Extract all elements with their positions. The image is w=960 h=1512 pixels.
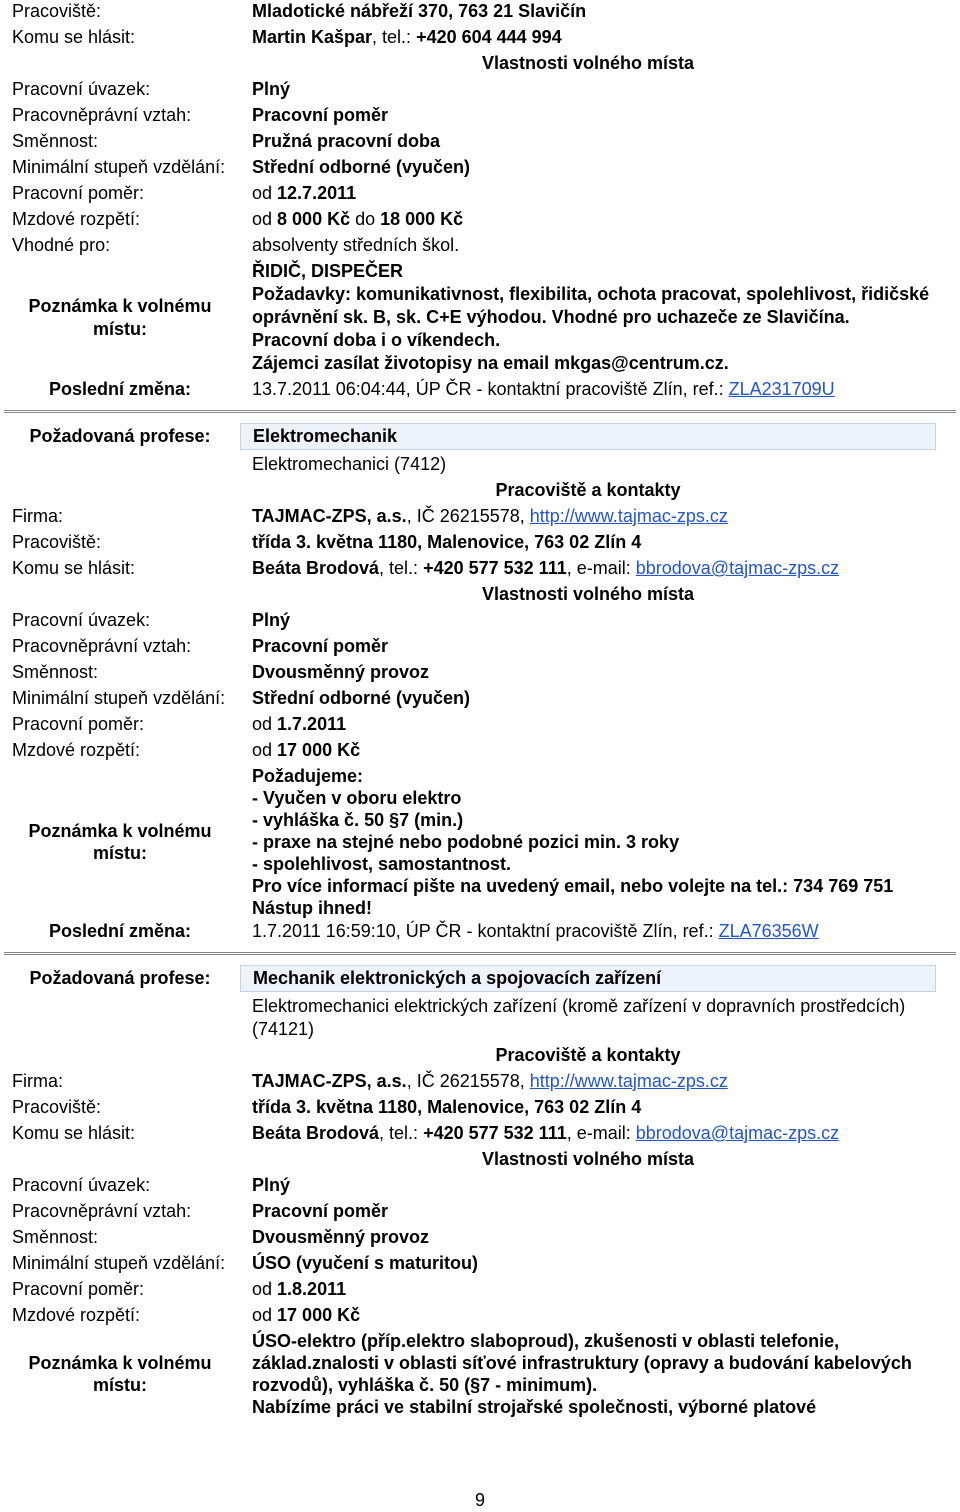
employment-type-label: Pracovněprávní vztah: <box>12 1201 192 1221</box>
education-label: Minimální stupeň vzdělání: <box>12 1253 226 1273</box>
section-heading-properties: Vlastnosti volného místa <box>481 1149 695 1169</box>
profession-code-row <box>0 453 960 479</box>
shift-value: Dvousměnný provoz <box>252 1227 430 1247</box>
company-label: Firma: <box>12 506 63 526</box>
profession-row <box>0 965 960 995</box>
section-heading-contacts: Pracoviště a kontakty <box>495 1045 681 1065</box>
education-label: Minimální stupeň vzdělání: <box>12 688 226 708</box>
education-value: Střední odborné (vyučen) <box>252 157 471 177</box>
salary-from-prefix: od <box>252 209 278 229</box>
note-label: Poznámka k volnému místu: <box>28 295 212 339</box>
contact-label: Komu se hlásit: <box>12 27 136 47</box>
education-row <box>0 1252 960 1278</box>
education-row <box>0 687 960 713</box>
contact-mail-prefix: , e-mail: <box>566 1123 636 1143</box>
note-line: Nástup ihned! <box>252 898 372 918</box>
education-value: ÚSO (vyučení s maturitou) <box>252 1253 479 1273</box>
contact-phone: +420 577 532 111 <box>423 558 567 578</box>
section-heading-contacts: Pracoviště a kontakty <box>495 480 681 500</box>
start-date-value <box>240 182 960 205</box>
employment-type-value: Pracovní poměr <box>252 636 389 656</box>
salary-to-prefix: do <box>350 209 381 229</box>
workload-row <box>0 1174 960 1200</box>
suitable-for-label: Vhodné pro: <box>12 235 111 255</box>
note-label: Poznámka k volnému místu: <box>28 821 212 863</box>
workload-row <box>0 609 960 635</box>
company-name: TAJMAC-ZPS, a.s. <box>252 506 407 526</box>
employment-type-row <box>0 104 960 130</box>
note-line: Zájemci zasílat životopisy na email mkgas@centrum.cz. <box>252 353 729 373</box>
listing-divider <box>4 952 956 955</box>
last-change-label: Poslední změna: <box>48 921 192 941</box>
start-date: 12.7.2011 <box>277 183 357 203</box>
last-change-value <box>240 378 960 401</box>
profession-row <box>0 423 960 453</box>
employment-type-label: Pracovněprávní vztah: <box>12 636 192 656</box>
workplace-label: Pracoviště: <box>12 1 102 21</box>
note-value <box>240 260 960 375</box>
workplace-value: třída 3. května 1180, Malenovice, 763 02 Zlín 4 <box>252 1097 642 1117</box>
company-label: Firma: <box>12 1071 63 1091</box>
salary-row <box>0 739 960 765</box>
salary-row <box>0 208 960 234</box>
note-value <box>240 1330 960 1418</box>
start-date: 1.7.2011 <box>277 714 347 734</box>
shift-label: Směnnost: <box>12 1227 99 1247</box>
contact-phone: +420 604 444 994 <box>416 27 562 47</box>
shift-label: Směnnost: <box>12 131 99 151</box>
profession-label: Požadovaná profese: <box>29 426 211 446</box>
workload-value: Plný <box>252 610 291 630</box>
shift-row <box>0 1226 960 1252</box>
company-name: TAJMAC-ZPS, a.s. <box>252 1071 407 1091</box>
company-row <box>0 1070 960 1096</box>
shift-value: Dvousměnný provoz <box>252 662 430 682</box>
salary-min: 17 000 Kč <box>277 740 361 760</box>
profession-code-row <box>0 995 960 1044</box>
note-line: - vyhláška č. 50 §7 (min.) <box>252 810 464 830</box>
start-date-prefix: od <box>252 714 278 734</box>
start-date-label: Pracovní poměr: <box>12 714 145 734</box>
note-value <box>240 765 960 919</box>
last-change-text: 1.7.2011 16:59:10, ÚP ČR - kontaktní pracoviště Zlín, ref.: <box>252 921 719 941</box>
education-row <box>0 156 960 182</box>
section-heading-properties: Vlastnosti volného místa <box>481 584 695 604</box>
employment-type-label: Pracovněprávní vztah: <box>12 105 192 125</box>
start-date-label: Pracovní poměr: <box>12 1279 145 1299</box>
company-value <box>240 1070 960 1093</box>
salary-label: Mzdové rozpětí: <box>12 740 141 760</box>
profession-code: Elektromechanici (7412) <box>252 454 447 474</box>
page-number: 9 <box>474 1490 485 1510</box>
workplace-row <box>0 1096 960 1122</box>
last-change-row <box>0 378 960 404</box>
start-date: 1.8.2011 <box>277 1279 347 1299</box>
workplace-value: třída 3. května 1180, Malenovice, 763 02 Zlín 4 <box>252 532 642 552</box>
start-date-value <box>240 713 960 736</box>
note-line: Požadujeme: <box>252 766 364 786</box>
workload-label: Pracovní úvazek: <box>12 610 151 630</box>
contact-value <box>240 557 960 580</box>
note-label: Poznámka k volnému místu: <box>28 1353 212 1395</box>
contact-mail-prefix: , e-mail: <box>566 558 636 578</box>
education-label: Minimální stupeň vzdělání: <box>12 157 226 177</box>
workload-label: Pracovní úvazek: <box>12 79 151 99</box>
profession-value: Elektromechanik <box>240 423 936 450</box>
workplace-row <box>0 0 960 26</box>
salary-row <box>0 1304 960 1330</box>
salary-min: 17 000 Kč <box>277 1305 361 1325</box>
profession-label: Požadovaná profese: <box>29 968 211 988</box>
suitable-for-value: absolventy středních škol. <box>252 235 460 255</box>
shift-value: Pružná pracovní doba <box>252 131 441 151</box>
note-row <box>0 765 960 920</box>
workplace-label: Pracoviště: <box>12 532 102 552</box>
employment-type-value: Pracovní poměr <box>252 1201 389 1221</box>
contact-tel-prefix: , tel.: <box>379 558 424 578</box>
workload-label: Pracovní úvazek: <box>12 1175 151 1195</box>
note-line: ÚSO-elektro (příp.elektro slaboproud), zkušenosti v oblasti telefonie, základ.znalosti v oblasti síťové infrastruktury (opravy a budování kabelových rozvodů), vyhláška č. 50 (§7 - minimum). <box>252 1331 912 1395</box>
education-value: Střední odborné (vyučen) <box>252 688 471 708</box>
start-date-label: Pracovní poměr: <box>12 183 145 203</box>
note-line: - Vyučen v oboru elektro <box>252 788 462 808</box>
contact-email-link[interactable]: bbrodova@tajmac-zps.cz <box>635 558 840 578</box>
company-website-link[interactable]: http://www.tajmac-zps.cz <box>529 506 728 526</box>
listing-2 <box>0 423 960 946</box>
contact-name: Beáta Brodová <box>252 1123 380 1143</box>
note-line: - spolehlivost, samostantnost. <box>252 854 512 874</box>
reference-link[interactable]: ZLA231709U <box>728 379 835 399</box>
contact-row <box>0 26 960 52</box>
salary-max: 18 000 Kč <box>380 209 464 229</box>
salary-min: 8 000 Kč <box>277 209 351 229</box>
note-line: Pracovní doba i o víkendech. <box>252 330 501 350</box>
start-date-row <box>0 1278 960 1304</box>
note-line: - praxe na stejné nebo podobné pozici min. 3 roky <box>252 832 680 852</box>
last-change-label: Poslední změna: <box>48 379 192 399</box>
company-website-link[interactable]: http://www.tajmac-zps.cz <box>529 1071 728 1091</box>
company-id: , IČ 26215578, <box>406 1071 530 1091</box>
company-value <box>240 505 960 528</box>
start-date-prefix: od <box>252 183 278 203</box>
profession-code: Elektromechanici elektrických zařízení (kromě zařízení v dopravních prostředcích) (74121) <box>252 996 906 1039</box>
last-change-value <box>240 920 960 943</box>
note-line: Požadavky: komunikativnost, flexibilita, ochota pracovat, spolehlivost, řidičské oprávnění sk. B, sk. C+E výhodou. Vhodné pro uchazeče ze Slavičína. <box>252 284 930 327</box>
workplace-value: Mladotické nábřeží 370, 763 21 Slavičín <box>252 1 587 21</box>
salary-label: Mzdové rozpětí: <box>12 209 141 229</box>
contact-tel-prefix: , tel.: <box>372 27 417 47</box>
suitable-for-row <box>0 234 960 260</box>
start-date-value <box>240 1278 960 1301</box>
contact-name: Martin Kašpar <box>252 27 373 47</box>
workplace-row <box>0 531 960 557</box>
workplace-label: Pracoviště: <box>12 1097 102 1117</box>
employment-type-value: Pracovní poměr <box>252 105 389 125</box>
workload-value: Plný <box>252 1175 291 1195</box>
salary-value <box>240 208 960 231</box>
company-id: , IČ 26215578, <box>406 506 530 526</box>
listing-3 <box>0 965 960 1419</box>
employment-type-row <box>0 635 960 661</box>
last-change-row <box>0 920 960 946</box>
shift-row <box>0 130 960 156</box>
salary-from-prefix: od <box>252 1305 278 1325</box>
contact-label: Komu se hlásit: <box>12 1123 136 1143</box>
contact-row <box>0 557 960 583</box>
reference-link[interactable]: ZLA76356W <box>718 921 819 941</box>
listing-1 <box>0 0 960 404</box>
contact-tel-prefix: , tel.: <box>379 1123 424 1143</box>
listing-divider <box>4 410 956 413</box>
contact-label: Komu se hlásit: <box>12 558 136 578</box>
salary-from-prefix: od <box>252 740 278 760</box>
note-row <box>0 260 960 378</box>
note-line: Pro více informací pište na uvedený email, nebo volejte na tel.: 734 769 751 <box>252 876 894 896</box>
workload-value: Plný <box>252 79 291 99</box>
start-date-row <box>0 713 960 739</box>
start-date-row <box>0 182 960 208</box>
salary-value <box>240 1304 960 1327</box>
section-heading-properties: Vlastnosti volného místa <box>481 53 695 73</box>
profession-value: Mechanik elektronických a spojovacích zařízení <box>240 965 936 992</box>
contact-value <box>240 26 960 49</box>
salary-value <box>240 739 960 762</box>
note-line: Nabízíme práci ve stabilní strojařské společnosti, výborné platové <box>252 1397 817 1417</box>
start-date-prefix: od <box>252 1279 278 1299</box>
last-change-text: 13.7.2011 06:04:44, ÚP ČR - kontaktní pracoviště Zlín, ref.: <box>252 379 729 399</box>
contact-value <box>240 1122 960 1145</box>
contact-row <box>0 1122 960 1148</box>
contact-name: Beáta Brodová <box>252 558 380 578</box>
employment-type-row <box>0 1200 960 1226</box>
note-line: ŘIDIČ, DISPEČER <box>252 261 404 281</box>
salary-label: Mzdové rozpětí: <box>12 1305 141 1325</box>
contact-email-link[interactable]: bbrodova@tajmac-zps.cz <box>635 1123 840 1143</box>
company-row <box>0 505 960 531</box>
note-row <box>0 1330 960 1419</box>
shift-label: Směnnost: <box>12 662 99 682</box>
workload-row <box>0 78 960 104</box>
contact-phone: +420 577 532 111 <box>423 1123 567 1143</box>
shift-row <box>0 661 960 687</box>
